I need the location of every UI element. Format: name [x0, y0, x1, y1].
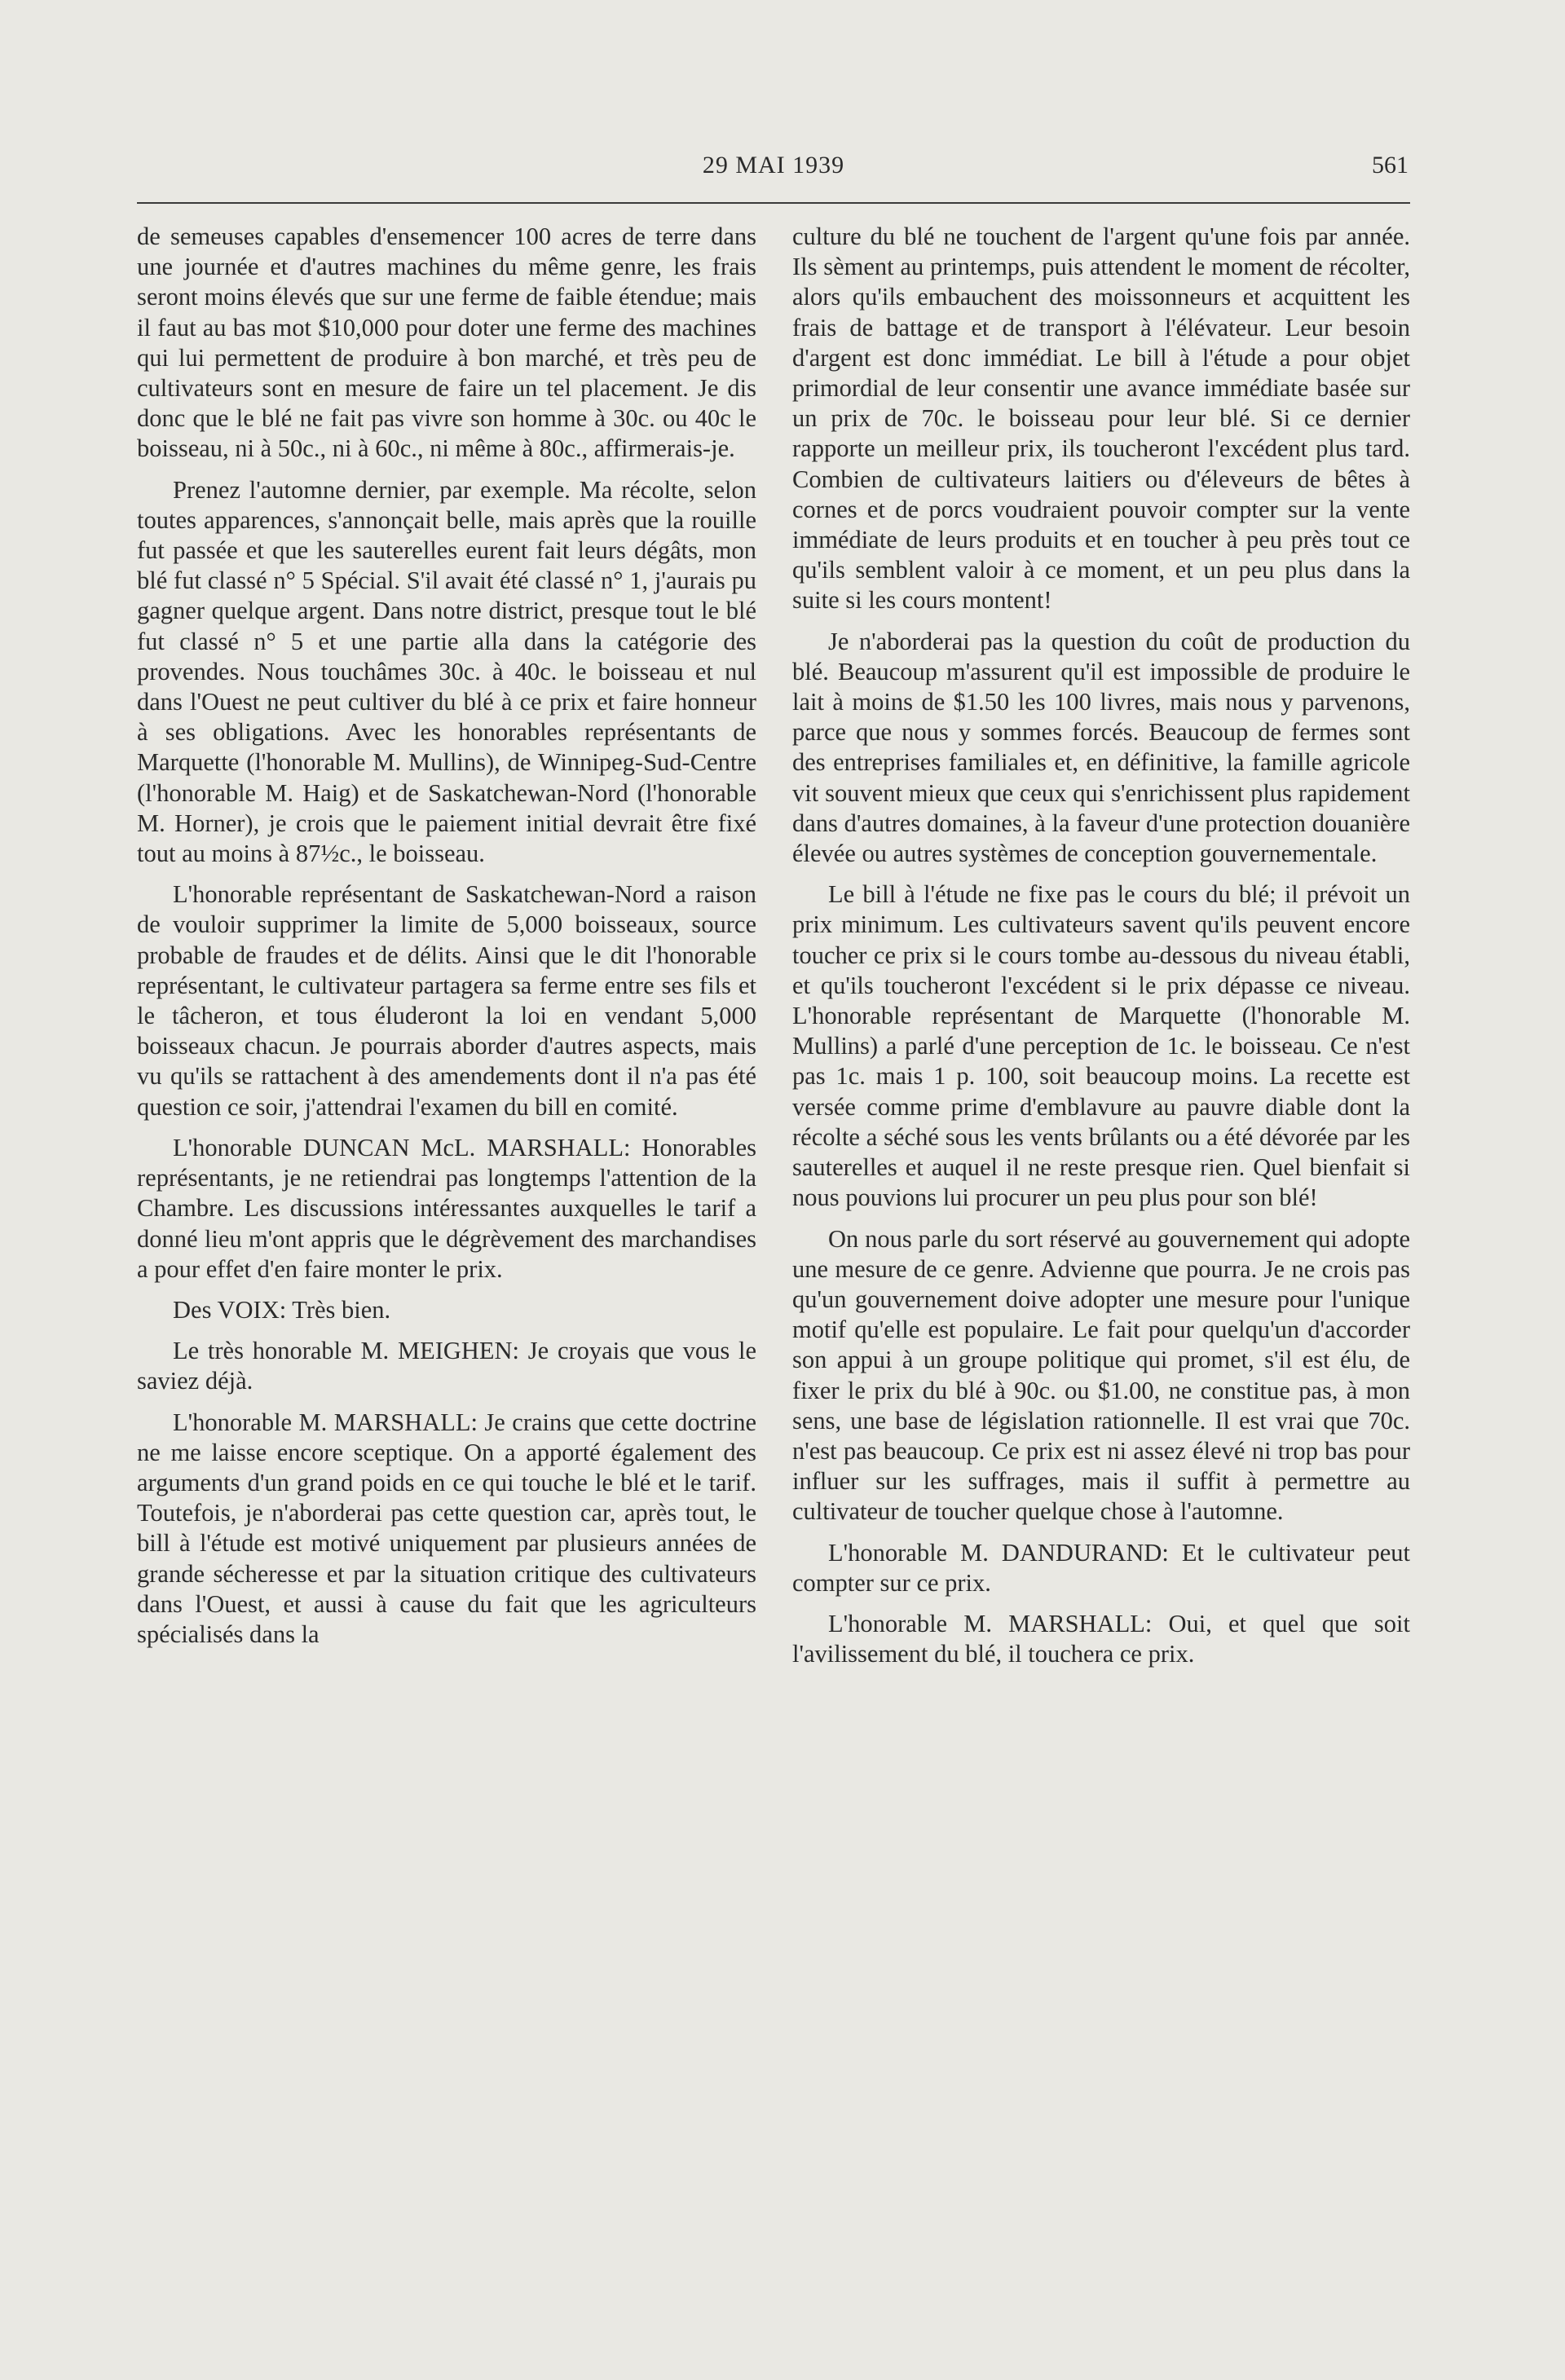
- paragraph: culture du blé ne touchent de l'argent qu'une fois par année. Ils sèment au printemps, puis attendent le moment de récolter, alors qu'ils embauchent des moissonneurs et acquittent les frais de battage et de transport à l'élévateur. Leur besoin d'argent est donc immédiat. Le bill à l'étude a pour objet primordial de leur consentir une avance immédiate basée sur un prix de 70c. le boisseau pour leur blé. Si ce dernier rapporte un meilleur prix, ils toucheront l'excédent plus tard. Combien de cultivateurs laitiers ou d'éleveurs de bêtes à cornes et de porcs voudraient pouvoir compter sur la vente immédiate de leurs produits et en toucher à peu près tout ce qu'ils semblent valoir à ce moment, et un peu plus dans la suite si les cours montent!: [792, 223, 1410, 615]
- left-column: [137, 222, 756, 1650]
- header-date: 29 MAI 1939: [702, 152, 845, 178]
- paragraph: de semeuses capables d'ensemencer 100 acres de terre dans une journée et d'autres machines du même genre, les frais seront moins élevés que sur une ferme de faible étendue; mais il faut au bas mot $10,000 pour doter une ferme des machines qui lui permettent de produire à bon marché, et très peu de cultivateurs sont en mesure de faire un tel placement. Je dis donc que le blé ne fait pas vivre son homme à 30c. ou 40c le boisseau, ni à 50c., ni à 60c., ni même à 80c., affirmerais-je.: [137, 223, 756, 463]
- paragraph: L'honorable représentant de Saskatchewan-Nord a raison de vouloir supprimer la limite de 5,000 boisseaux, source probable de fraudes et de délits. Ainsi que le dit l'honorable représentant, le cultivateur partagera sa ferme entre ses fils et le tâcheron, et tous éluderont la loi en vendant 5,000 boisseaux chacun. Je pourrais aborder d'autres aspects, mais vu qu'ils se rattachent à des amendements dont il n'a pas été question ce soir, j'attendrai l'examen du bill en comité.: [137, 880, 756, 1121]
- paragraph: Des VOIX: Très bien.: [173, 1295, 391, 1324]
- page-number: 561: [1372, 152, 1408, 178]
- paragraph: L'honorable DUNCAN McL. MARSHALL: Honorables représentants, je ne retiendrai pas longtemps l'attention de la Chambre. Les discussions intéressantes auxquelles le tarif a donné lieu m'ont appris que le dégrèvement des marchandises a pour effet d'en faire monter le prix.: [137, 1133, 756, 1283]
- paragraph: Prenez l'automne dernier, par exemple. Ma récolte, selon toutes apparences, s'annonçait belle, mais après que la rouille fut passée et que les sauterelles eurent fait leurs dégâts, mon blé fut classé n° 5 Spécial. S'il avait été classé n° 1, j'aurais pu gagner quelque argent. Dans notre district, presque tout le blé fut classé n° 5 et une partie alla dans la catégorie des provendes. Nous touchâmes 30c. à 40c. le boisseau et nul dans l'Ouest ne peut cultiver du blé à ce prix et faire honneur à ses obligations. Avec les honorables représentants de Marquette (l'honorable M. Mullins), de Winnipeg-Sud-Centre (l'honorable M. Haig) et de Saskatchewan-Nord (l'honorable M. Horner), je crois que le paiement initial devrait être fixé tout au moins à 87½c., le boisseau.: [137, 475, 756, 868]
- paragraph: L'honorable M. MARSHALL: Je crains que cette doctrine ne me laisse encore sceptique. On a apporté également des arguments d'un grand poids en ce qui touche le blé et le tarif. Toutefois, je n'aborderai pas cette question car, après tout, le bill à l'étude est motivé uniquement par plusieurs années de grande sécheresse et par la situation critique des cultivateurs dans l'Ouest, et aussi à cause du fait que les agriculteurs spécialisés dans la: [137, 1408, 756, 1648]
- page-header: [139, 152, 1408, 184]
- paragraph: L'honorable M. DANDURAND: Et le cultivateur peut compter sur ce prix.: [792, 1538, 1410, 1597]
- right-column: [792, 222, 1410, 1669]
- paragraph: Le bill à l'étude ne fixe pas le cours du blé; il prévoit un prix minimum. Les cultivateurs savent qu'ils peuvent encore toucher ce prix si le cours tombe au-dessous du niveau établi, et qu'ils toucheront l'excédent si le prix dépasse ce niveau. L'honorable représentant de Marquette (l'honorable M. Mullins) a parlé d'une perception de 1c. le boisseau. Ce n'est pas 1c. mais 1 p. 100, soit beaucoup moins. La recette est versée comme prime d'emblavure au pauvre diable dont la récolte a séché sous les vents brûlants ou a été dévorée par les sauterelles et auquel il ne reste presque rien. Quel bienfait si nous pouvions lui procurer un peu plus pour son blé!: [792, 880, 1410, 1212]
- paragraph: On nous parle du sort réservé au gouvernement qui adopte une mesure de ce genre. Advienne que pourra. Je ne crois pas qu'un gouvernement doive adopter une mesure pour l'unique motif qu'elle est populaire. Le fait pour quelqu'un d'accorder son appui à un groupe politique qui promet, s'il est élu, de fixer le prix du blé à 90c. ou $1.00, ne constitue pas, à mon sens, une base de législation rationnelle. Il est vrai que 70c. n'est pas beaucoup. Ce prix est ni assez élevé ni trop bas pour influer sur les suffrages, mais il suffit à permettre au cultivateur de toucher quelque chose à l'automne.: [792, 1224, 1410, 1526]
- paragraph: Le très honorable M. MEIGHEN: Je croyais que vous le saviez déjà.: [137, 1337, 756, 1395]
- paragraph: L'honorable M. MARSHALL: Oui, et quel que soit l'avilissement du blé, il touchera ce prix.: [792, 1609, 1410, 1668]
- header-rule: [137, 202, 1410, 204]
- paragraph: Je n'aborderai pas la question du coût de production du blé. Beaucoup m'assurent qu'il est impossible de produire le lait à moins de $1.50 les 100 livres, mais nous y parvenons, parce que nous y sommes forcés. Beaucoup de fermes sont des entreprises familiales et, en définitive, la famille agricole vit souvent mieux que ceux qui s'enrichissent plus rapidement dans d'autres domaines, à la faveur d'une protection douanière élevée ou autres systèmes de conception gouvernementale.: [792, 627, 1410, 868]
